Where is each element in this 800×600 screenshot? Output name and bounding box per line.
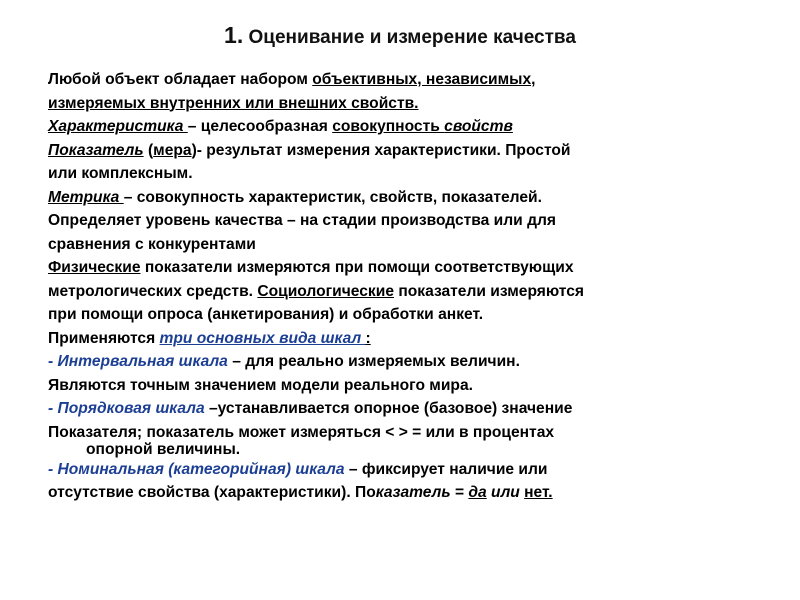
text-line xyxy=(48,139,768,163)
underlined-text: совокупность xyxy=(332,118,445,135)
bullet: - xyxy=(48,353,58,370)
text-run: – фиксирует наличие или xyxy=(344,460,548,478)
text-line xyxy=(48,256,768,280)
text-line xyxy=(48,397,768,421)
text-run: казатель xyxy=(375,484,451,501)
text-run: показатели измеряются при помощи соответствующих xyxy=(140,259,574,276)
underlined-text: измеряемых внутренних или внешних свойств. xyxy=(48,94,419,112)
text-line xyxy=(48,458,768,482)
term-characteristic: Характеристика xyxy=(48,118,188,135)
text-run: Показателя; показатель может измеряться < > = или в процентах xyxy=(48,423,555,441)
text-line xyxy=(48,280,768,304)
slide-body xyxy=(48,68,768,505)
text-line xyxy=(48,303,768,327)
text-run: – целесообразная xyxy=(187,118,333,135)
text-line xyxy=(48,233,768,257)
text-line xyxy=(48,327,768,351)
slide-title xyxy=(0,22,800,49)
scale-types-link: три основных вида шкал xyxy=(159,329,366,347)
text-line xyxy=(48,374,768,398)
text-run: – совокупность характеристик, свойств, показателей. xyxy=(123,188,542,206)
text-line xyxy=(48,68,768,92)
text-line xyxy=(48,350,768,374)
text-run: Применяются xyxy=(48,329,160,347)
text-run: Определяет уровень качества – на стадии производства или для xyxy=(48,212,556,229)
text-run: опорной величины. xyxy=(86,440,241,458)
term-indicator: Показатель xyxy=(48,141,144,159)
text-run: )- результат измерения характеристики. Простой xyxy=(191,141,571,159)
underlined-text: Физические xyxy=(48,259,141,276)
text-run: или xyxy=(486,484,525,501)
text-run: или комплексным. xyxy=(48,165,193,182)
text-run: показатели измеряются xyxy=(394,282,585,300)
text-run: ( xyxy=(143,141,154,159)
title-text: Оценивание и измерение качества xyxy=(248,27,576,48)
text-line xyxy=(48,162,768,186)
text-run: Являются точным значением модели реального мира. xyxy=(48,376,473,394)
text-run: при помощи опроса (анкетирования) и обработки анкет. xyxy=(48,306,484,323)
ordinal-scale-term: - Порядковая шкала xyxy=(48,400,205,417)
text-line-wrapped xyxy=(48,421,768,458)
text-line xyxy=(48,186,768,210)
answer-no: нет. xyxy=(524,484,553,501)
nominal-scale-term: - Номинальная (категорийная) шкала xyxy=(48,460,345,478)
underlined-text: свойств xyxy=(444,118,513,135)
text-line xyxy=(48,92,768,116)
interval-scale-term: Интервальная шкала xyxy=(57,353,228,370)
answer-yes: да xyxy=(468,484,487,501)
text-run: отсутствие свойства (характеристики). По xyxy=(48,484,376,501)
text-run: – для реально измеряемых величин. xyxy=(227,353,520,370)
title-number: 1. xyxy=(224,22,244,48)
text-run: Любой объект обладает набором xyxy=(48,71,313,88)
text-run: –устанавливается опорное (базовое) значение xyxy=(204,400,573,417)
text-line xyxy=(48,115,768,139)
text-run: = xyxy=(450,484,469,501)
underlined-text: мера xyxy=(153,141,192,159)
underlined-text: Социологические xyxy=(257,282,394,300)
text-line xyxy=(48,481,768,505)
text-line xyxy=(48,209,768,233)
underlined-text: объективных, независимых, xyxy=(312,71,536,88)
text-run: метрологических средств. xyxy=(48,282,258,300)
term-metric: Метрика xyxy=(48,188,124,206)
text-run: сравнения с конкурентами xyxy=(48,235,256,253)
text-run: : xyxy=(365,329,371,347)
